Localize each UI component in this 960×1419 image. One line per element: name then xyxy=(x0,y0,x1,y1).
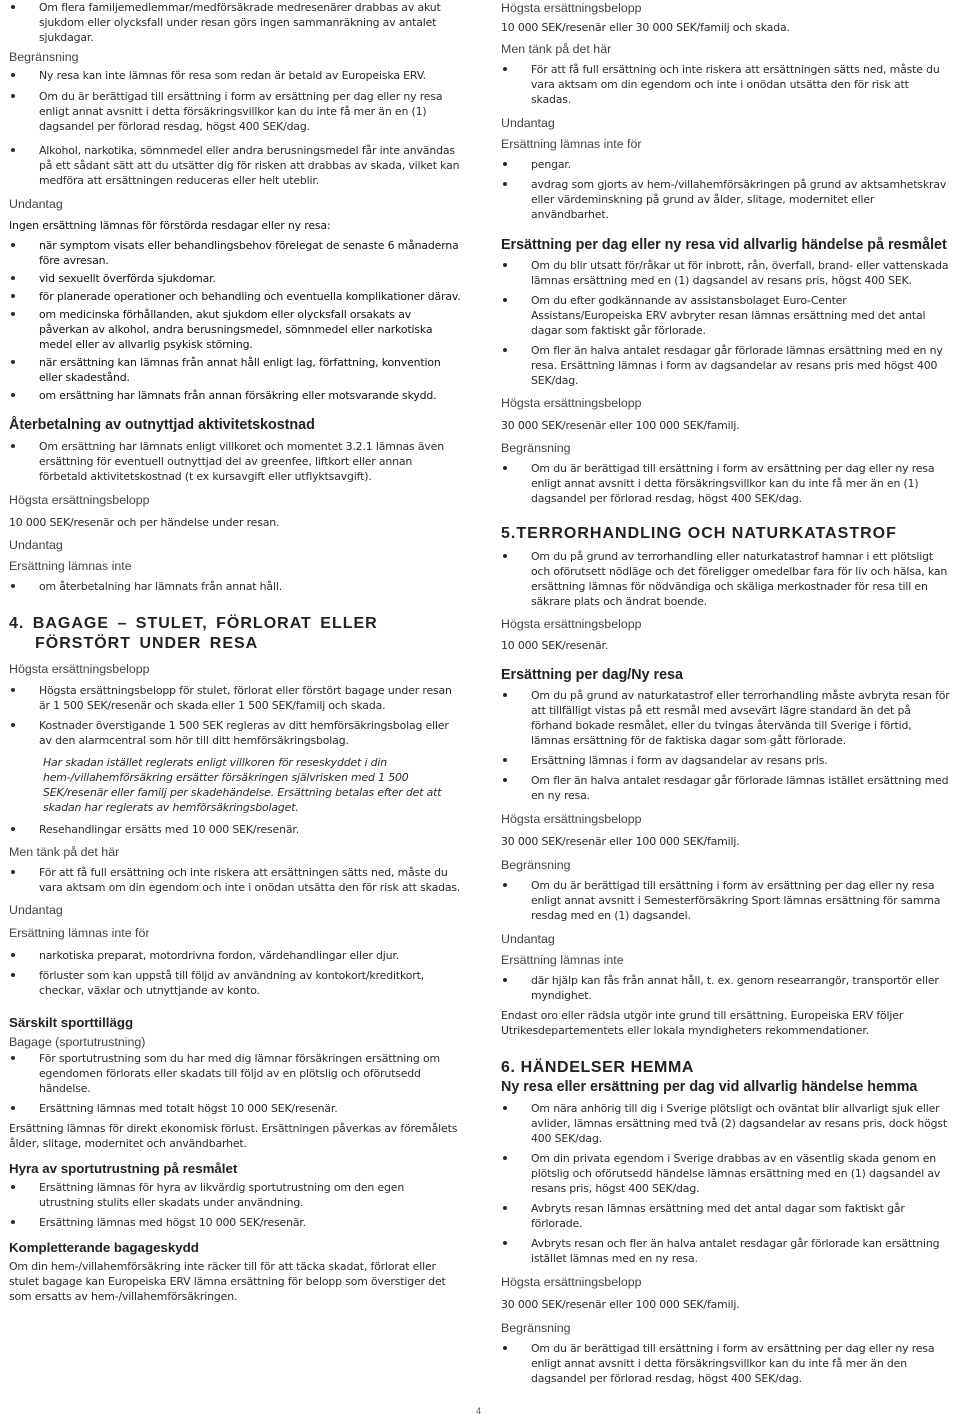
list-item: där hjälp kan fås från annat håll, t. ex. genom researrangör, transportör eller myndighet. xyxy=(501,973,952,1003)
list-item: Ersättning lämnas med högst 10 000 SEK/resenär. xyxy=(9,1215,462,1230)
list-item: Högsta ersättningsbelopp för stulet, förlorat eller förstört bagage under resan är 1 500 SEK/resenär och skada eller 1 500 SEK/familj och skada. xyxy=(9,683,462,713)
right-column xyxy=(501,0,952,1386)
subheading: Begränsning xyxy=(501,858,571,872)
paragraph: Ingen ersättning lämnas för förstörda resdagar eller ny resa: xyxy=(9,219,331,232)
section-title: 5.TERRORHANDLING OCH NATURKATASTROF xyxy=(501,525,897,542)
section-heading: Särskilt sporttillägg xyxy=(9,1015,134,1030)
paragraph: 30 000 SEK/resenär eller 100 000 SEK/familj. xyxy=(501,419,740,432)
section-title: 4. BAGAGE – STULET, FÖRLORAT ELLER FÖRSTÖRT UNDER RESA xyxy=(9,615,378,652)
list-item: förluster som kan uppstå till följd av användning av kontokort/kreditkort, checkar, växlar och utnyttjande av konto. xyxy=(9,968,462,998)
list-item: Om fler än halva antalet resdagar går förlorade lämnas ersättning med en ny resa. Ersättning lämnas i form av dagsandelar av resans pris med högst 400 SEK/dag. xyxy=(501,343,952,388)
list-item: Avbryts resan och fler än halva antalet resdagar går förlorade kan ersättning istället lämnas med en ny resa. xyxy=(501,1236,952,1266)
list-item: Om du på grund av terrorhandling eller naturkatastrof hamnar i ett plötsligt och oförutsett nödläge och det föreligger omedelbar fara för liv och hälsa, kan ersättning lämnas för nödvändiga och skäliga merkostnader för resa till en säkrare plats och ändrat boende. xyxy=(501,549,952,609)
section-heading: Hyra av sportutrustning på resmålet xyxy=(9,1161,238,1176)
section-title: 6. HÄNDELSER HEMMA xyxy=(501,1059,695,1076)
list-item: Ersättning lämnas med totalt högst 10 000 SEK/resenär. xyxy=(9,1101,462,1116)
section-heading: Ersättning per dag/Ny resa xyxy=(501,667,683,683)
list-item: vid sexuellt överförda sjukdomar. xyxy=(9,271,462,286)
subheading: Begränsning xyxy=(9,50,79,64)
subheading: Begränsning xyxy=(501,1321,571,1335)
subheading: Undantag xyxy=(9,903,63,917)
subheading: Undantag xyxy=(501,116,555,130)
list-item: Om du är berättigad till ersättning i form av ersättning per dag eller ny resa enligt annat avsnitt i detta försäkringsvillkor kan du inte få mer än en (1) dagsandel per förlorad resdag, högst 400 SEK/dag. xyxy=(9,89,462,134)
subheading: Ersättning lämnas inte för xyxy=(501,137,642,151)
subheading: Högsta ersättningsbelopp xyxy=(9,662,150,676)
section-heading: Ersättning per dag eller ny resa vid allvarlig händelse på resmålet xyxy=(501,237,947,253)
list-item: Avbryts resan lämnas ersättning med det antal dagar som faktiskt går förlorade. xyxy=(501,1201,952,1231)
list-item: För sportutrustning som du har med dig lämnar försäkringen ersättning om egendomen förlorats eller skadats till följd av en plötslig och oförutsedd händelse. xyxy=(9,1051,462,1096)
list-item: Om du är berättigad till ersättning i form av ersättning per dag eller ny resa enligt annat avsnitt i detta försäkringsvillkor kan du inte få mer än den dagsandel per förlorad resdag, högst 400 SEK/dag. xyxy=(501,1341,952,1386)
subheading: Men tänk på det här xyxy=(9,845,120,859)
section-heading: Kompletterande bagageskydd xyxy=(9,1240,199,1255)
section-heading: Återbetalning av outnyttjad aktivitetskostnad xyxy=(9,417,315,433)
list-item: Om fler än halva antalet resdagar går förlorade lämnas istället ersättning med en ny resa. xyxy=(501,773,952,803)
list-item: för planerade operationer och behandling och eventuella komplikationer därav. xyxy=(9,289,462,304)
list-item: när ersättning kan lämnas från annat håll enligt lag, författning, konvention eller skadestånd. xyxy=(9,355,462,385)
list-item: om ersättning har lämnats från annan försäkring eller motsvarande skydd. xyxy=(9,388,462,403)
subheading: Bagage (sportutrustning) xyxy=(9,1035,146,1049)
subheading: Högsta ersättningsbelopp xyxy=(501,812,642,826)
list-item: Om du blir utsatt för/råkar ut för inbrott, rån, överfall, brand- eller vattenskada lämnas ersättning med en (1) dagsandel av resans pris, högst 400 SEK. xyxy=(501,258,952,288)
paragraph: Ersättning lämnas för direkt ekonomisk förlust. Ersättningen påverkas av föremålets ålder, slitage, modernitet och användbarhet. xyxy=(9,1122,458,1150)
paragraph: 10 000 SEK/resenär eller 30 000 SEK/familj och skada. xyxy=(501,21,790,34)
list-item: Kostnader överstigande 1 500 SEK regleras av ditt hemförsäkringsbolag eller av den alarmcentral som hör till ditt hemförsäkringsbolag. xyxy=(9,718,462,748)
page-number: 4 xyxy=(476,1406,481,1416)
subheading: Ersättning lämnas inte xyxy=(9,559,132,573)
list-item: Om du är berättigad till ersättning i form av ersättning per dag eller ny resa enligt annat avsnitt i detta försäkringsvillkor kan du inte få mer än en (1) dagsandel per förlorad resdag, högst 400 SEK/dag. xyxy=(501,461,952,506)
subheading: Undantag xyxy=(9,538,63,552)
list-item: narkotiska preparat, motordrivna fordon, värdehandlingar eller djur. xyxy=(9,948,462,963)
subheading: Högsta ersättningsbelopp xyxy=(501,617,642,631)
subheading: Undantag xyxy=(501,932,555,946)
list-item: Om nära anhörig till dig i Sverige plötsligt och oväntat blir allvarligt sjuk eller avlider, lämnas ersättning med två (2) dagsandelar av resans pris, dock högst 400 SEK/dag. xyxy=(501,1101,952,1146)
list-item: Ersättning lämnas i form av dagsandelar av resans pris. xyxy=(501,753,952,768)
list-item: Om du är berättigad till ersättning i form av ersättning per dag eller ny resa enligt annat avsnitt i Semesterförsäkring Sport lämnas ersättning för samma resdag med en (1) dagsandel. xyxy=(501,878,952,923)
list-item: Om ersättning har lämnats enligt villkoret och momentet 3.2.1 lämnas även ersättning för eventuell outnyttjad del av greenfee, liftkort eller annan förbetald aktivitetskostnad (t ex kursavgift eller utflyktsavgift). xyxy=(9,439,462,484)
list-item: Om din privata egendom i Sverige drabbas av en väsentlig skada genom en plötslig och oförutsedd händelse lämnas ersättning med en (1) dagsandel av resans pris, högst 400 SEK/dag. xyxy=(501,1151,952,1196)
list-item: avdrag som gjorts av hem-/villahemförsäkringen på grund av aktsamhetskrav eller värdeminskning på grund av ålder, slitage, modernitet eller användbarhet. xyxy=(501,177,952,222)
subheading: Högsta ersättningsbelopp xyxy=(9,493,150,507)
list-item: Resehandlingar ersätts med 10 000 SEK/resenär. xyxy=(9,822,462,837)
paragraph: 10 000 SEK/resenär och per händelse under resan. xyxy=(9,516,280,529)
paragraph: 10 000 SEK/resenär. xyxy=(501,639,609,652)
paragraph: Endast oro eller rädsla utgör inte grund till ersättning. Europeiska ERV följer Utrikesdepartementets eller lokala myndigheters rekommendationer. xyxy=(501,1009,904,1037)
list-item: när symptom visats eller behandlingsbehov förelegat de senaste 6 månaderna före avresan. xyxy=(9,238,462,268)
subheading: Men tänk på det här xyxy=(501,42,612,56)
list-item: Om du på grund av naturkatastrof eller terrorhandling måste avbryta resan för att tillfälligt vistas på ett resmål med avsevärt lägre standard än det på förhand bokade resmålet, eller du tvingas återvända till Sverige i förtid, lämnas ersättning för de faktiska dagar som gått förlorade. xyxy=(501,688,952,748)
list-item: Ny resa kan inte lämnas för resa som redan är betald av Europeiska ERV. xyxy=(9,68,462,83)
paragraph: Om din hem-/villahemförsäkring inte räcker till för att täcka skadat, förlorat eller stulet bagage kan Europeiska ERV lämna ersättning för belopp som överstiger det som ersatts av hem-/villahemförsäkringen. xyxy=(9,1260,446,1303)
left-column xyxy=(9,0,462,1304)
paragraph: 30 000 SEK/resenär eller 100 000 SEK/familj. xyxy=(501,835,740,848)
list-item: pengar. xyxy=(501,157,952,172)
subheading: Högsta ersättningsbelopp xyxy=(501,1275,642,1289)
list-item: om medicinska förhållanden, akut sjukdom eller olycksfall orsakats av påverkan av alkohol, andra berusningsmedel, sömnmedel eller narkotiska medel eller av allvarlig psykisk störning. xyxy=(9,307,462,352)
list-item: Om du efter godkännande av assistansbolaget Euro-Center Assistans/Europeiska ERV avbryter resan lämnas ersättning med det antal dagar som faktiskt går förlorade. xyxy=(501,293,952,338)
list-item: Ersättning lämnas för hyra av likvärdig sportutrustning om den egen utrustning stulits eller skadats under användning. xyxy=(9,1180,462,1210)
paragraph: 30 000 SEK/resenär eller 100 000 SEK/familj. xyxy=(501,1298,740,1311)
subheading: Begränsning xyxy=(501,441,571,455)
list-item: Alkohol, narkotika, sömnmedel eller andra berusningsmedel får inte användas på ett sådant sätt att du utsätter dig för risken att drabbas av skada, vilket kan medföra att ersättningen reduceras eller helt uteblir. xyxy=(9,143,462,188)
list-item: om återbetalning har lämnats från annat håll. xyxy=(9,579,462,594)
subheading: Högsta ersättningsbelopp xyxy=(501,396,642,410)
subheading: Ersättning lämnas inte xyxy=(501,953,624,967)
list-item: För att få full ersättning och inte riskera att ersättningen sätts ned, måste du vara aktsam om din egendom och inte i onödan utsätta den för risk att skadas. xyxy=(9,865,462,895)
subheading: Högsta ersättningsbelopp xyxy=(501,1,642,15)
list-item: För att få full ersättning och inte riskera att ersättningen sätts ned, måste du vara aktsam om din egendom och inte i onödan utsätta den för risk att skadas. xyxy=(501,62,952,107)
section-heading: Ny resa eller ersättning per dag vid allvarlig händelse hemma xyxy=(501,1079,918,1095)
subheading: Undantag xyxy=(9,197,63,211)
italic-note: Har skadan istället reglerats enligt villkoren för reseskyddet i din hem-/villahemförsäkring ersätter försäkringen självrisken med 1 500 SEK/resenär eller familj per skadehändelse. Ersättning betalas efter det att skadan har reglerats av hemförsäkringsbolaget. xyxy=(43,756,442,814)
subheading: Ersättning lämnas inte för xyxy=(9,926,150,940)
list-item: Om flera familjemedlemmar/medförsäkrade medresenärer drabbas av akut sjukdom eller olycksfall under resan görs ingen sammanräkning av antalet sjukdagar. xyxy=(9,0,462,45)
